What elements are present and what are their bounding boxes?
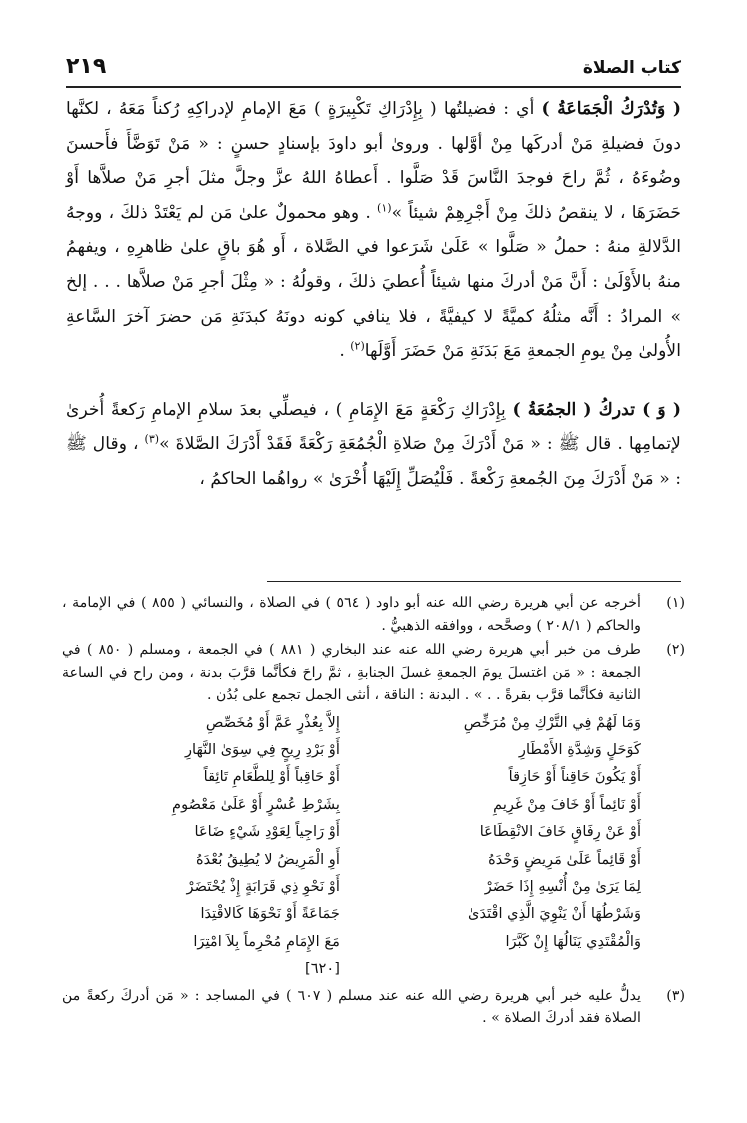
poem-hemistich-first: وَشَرْطُهَا أَنْ يَنْوِيَ الَّذِي اقْتَدَىٰ	[468, 905, 641, 923]
footnote-2	[62, 639, 685, 707]
poem-hemistich-second: أَوْ بَرْدِ رِيحٍ فِي سِوَىٰ النَّهَارِ	[185, 740, 340, 758]
paragraph-1-end: .	[339, 341, 351, 362]
poem-verse-reference: [٦٢٠]	[304, 960, 340, 978]
poem-hemistich-first: وَمَا لَهُمْ فِي التَّرْكِ مِنْ مُرَخِّصِ	[463, 713, 641, 731]
paragraph-1-text: أي : فضيلتُها ( بِإِدْرَاكِ تَكْبِيرَةٍ ) مَعَ الإمامِ لإدراكِهِ رُكناً مَعَهُ ، لكنَّها دونَ فضيلةِ مَنْ أدركَها مِنْ أوَّلها . وروىٰ أبو داودَ بإسنادٍ حسنٍ : « مَنْ تَوَضَّأَ فأَحسنَ وضُوءَهُ ، ثُمَّ راحَ فوجدَ النَّاسَ قَدْ صَلَّوا . أَعطاهُ اللهُ عزَّ وجلَّ مثلَ أجرِ مَنْ صلاَّها أَوْ حَضَرَهَا ، لا ينقصُ ذلكَ مِنْ أَجْرِهِمْ شيئاً »	[66, 99, 682, 223]
poem-hemistich-second	[62, 928, 340, 983]
page-number: ٢١٩	[66, 54, 107, 79]
poem-hemistich-text: مَعَ الإِمَامِ مُحْرِماً بِلاَ امْتِرَا	[193, 932, 340, 950]
paragraph-1-text-2: . وهو محمولٌ علىٰ مَن لم يَعْتَدْ ذلكَ ، ووجهُ الدَّلالةِ منهُ : حملُ « صَلَّوا » عَلَىٰ شَرَعوا في الصَّلاة ، أَو هُوَ باقٍ علىٰ ظاهرِهِ ، ويفهمُ منهُ بالأَوْلَىٰ : أَنَّ مَنْ أدركَ منها شيئاً أُعطيَ ذلكَ ، وقولُهُ : « مِثْلَ أجرِ مَنْ صلاَّها . . . إلخ » المرادُ : أَنَّه مثلُهُ كميَّةً لا كيفيَّةً ، فلا ينافي كونه دونَهُ كبدَنَةِ مَن حضرَ آخرَ السَّاعةِ الأُولىٰ مِنْ يومِ الجمعةِ مَعَ بَدَنَةِ مَنْ حَضَرَ أَوَّلَها	[66, 202, 681, 362]
poem-hemistich-second: بِشَرْطِ عُسْرٍ أَوْ عَلَىٰ مَعْصُومِ	[172, 795, 340, 813]
poem-hemistich-first: أَوْ عَنْ رِفَاقٍ خَافَ الانْقِطَاعَا	[479, 823, 641, 841]
footnote-ref-1[interactable]: (١)	[377, 201, 392, 215]
poem-hemistich-second: إِلاَّ بِعُذْرٍ عَمَّ أَوْ مُخَصِّصِ	[205, 713, 340, 731]
footnote-number: (١)	[666, 595, 685, 611]
footnote-ref-2[interactable]: (٢)	[350, 339, 365, 353]
poem-verse	[62, 846, 641, 873]
paragraph-1	[66, 92, 681, 369]
poem	[62, 709, 641, 983]
footnote-1	[62, 592, 685, 637]
footnote-number: (٢)	[666, 642, 685, 658]
poem-verse	[62, 709, 641, 736]
poem-verse	[62, 736, 641, 763]
poem-hemistich-second: أَوْ حَاقِباً أَوْ لِلطَّعَامِ تَائِقاً	[203, 768, 340, 786]
poem-verse	[62, 928, 641, 983]
poem-hemistich-second: أَوْ نَحْوِ ذِي قَرَابَةٍ إِذْ يُحْتَضَرْ	[186, 877, 340, 895]
poem-hemistich-first: أَوْ يَكُونَ حَاقِناً أَوْ حَازِقاً	[508, 768, 641, 786]
footnotes	[62, 592, 685, 1032]
paragraph-2	[66, 393, 681, 497]
chapter-title: كتاب الصلاة	[582, 58, 681, 78]
paragraph-2-lead: ( وَ ) تدركُ ( الجمُعَةُ )	[512, 399, 681, 420]
footnote-ref-3[interactable]: (٣)	[144, 432, 160, 446]
footnote-separator	[267, 581, 681, 582]
main-text	[66, 92, 681, 497]
poem-verse	[62, 873, 641, 900]
footnote-3	[62, 985, 685, 1030]
poem-verse	[62, 763, 641, 790]
poem-verse	[62, 900, 641, 927]
footnote-text: يدلُّ عليه خبر أبي هريرة رضي الله عنه عند مسلم ( ٦٠٧ ) في المساجد : « مَن أدركَ ركعةً من الصلاة فقد أدركَ الصلاة » .	[62, 987, 642, 1027]
paragraph-2-text-2: ، وقال ﷺ : « مَنْ أَدْرَكَ مِنَ الجُمعةِ رَكْعةً . فَلْيُصَلِّ إِلَيْهَا أُخْرَىٰ » رواهُما الحاكمُ ،	[66, 434, 681, 489]
poem-verse	[62, 818, 641, 845]
footnote-text: طرف من خبر أبي هريرة رضي الله عنه عند البخاري ( ٨٨١ ) في الجمعة ، ومسلم ( ٨٥٠ ) في الجمعة : « مَن اغتسلَ يومَ الجمعةِ غسلَ الجنابةِ ، ثمَّ راحَ فكأنَّما قرَّبَ بدنة ، ومن راح في الساعة الثانية فكأنَّما قرَّب بقرةً . . » . البدنة : الناقة ، أنثى الجمل تجمع على بُدُن .	[62, 642, 641, 703]
poem-hemistich-first: أَوْ نَائِماً أَوْ خَافَ مِنْ غَرِيمِ	[493, 795, 641, 813]
poem-hemistich-first: أَوْ قَائِماً عَلَىٰ مَرِيضٍ وَحْدَهُ	[488, 850, 641, 868]
footnote-text: أخرجه عن أبي هريرة رضي الله عنه أبو داود ( ٥٦٤ ) في الصلاة ، والنسائي ( ٨٥٥ ) في الإمامة ، والحاكم ( ٢٠٨/١ ) وصحَّحه ، ووافقه الذهبيُّ .	[62, 595, 642, 634]
running-header	[66, 50, 681, 88]
paragraph-2-text: بِإِدْرَاكِ رَكْعَةٍ مَعَ الإِمَامِ ) ، فيصلِّي بعدَ سلامِ الإمامِ رَكعةً أُخرىٰ لإتمامِها . قال ﷺ : « مَنْ أَدْرَكَ مِنْ صَلاةِ الْجُمُعَةِ رَكْعَةً فَقَدْ أَدْرَكَ الصَّلاةَ »	[66, 399, 681, 455]
poem-hemistich-second: أَوْ رَاجِياً لِعَوْدِ شَيْءٍ ضَاعَا	[194, 823, 340, 841]
footnote-number: (٣)	[666, 987, 685, 1004]
poem-hemistich-second: جَمَاعَةً أَوْ نَحْوَهَا كَالاقْتِدَا	[200, 905, 340, 923]
poem-verse	[62, 791, 641, 818]
poem-hemistich-first: وَالْمُقْتَدِي يَنَالُهَا إِنْ كَبَّرَا	[505, 932, 641, 950]
poem-hemistich-second: أَوِ الْمَرِيضُ لا يُطِيقُ بُعْدَهُ	[195, 850, 340, 868]
paragraph-1-lead: ( وَتُدْرَكُ الْجَمَاعَةُ )	[541, 99, 682, 119]
poem-hemistich-first: لِمَا يَرَىٰ مِنْ أُنْسِهِ إِذَا حَضَرْ	[484, 877, 641, 895]
poem-hemistich-first: كَوَحَلٍ وَشِدَّةِ الأَمْطَارِ	[518, 740, 641, 758]
